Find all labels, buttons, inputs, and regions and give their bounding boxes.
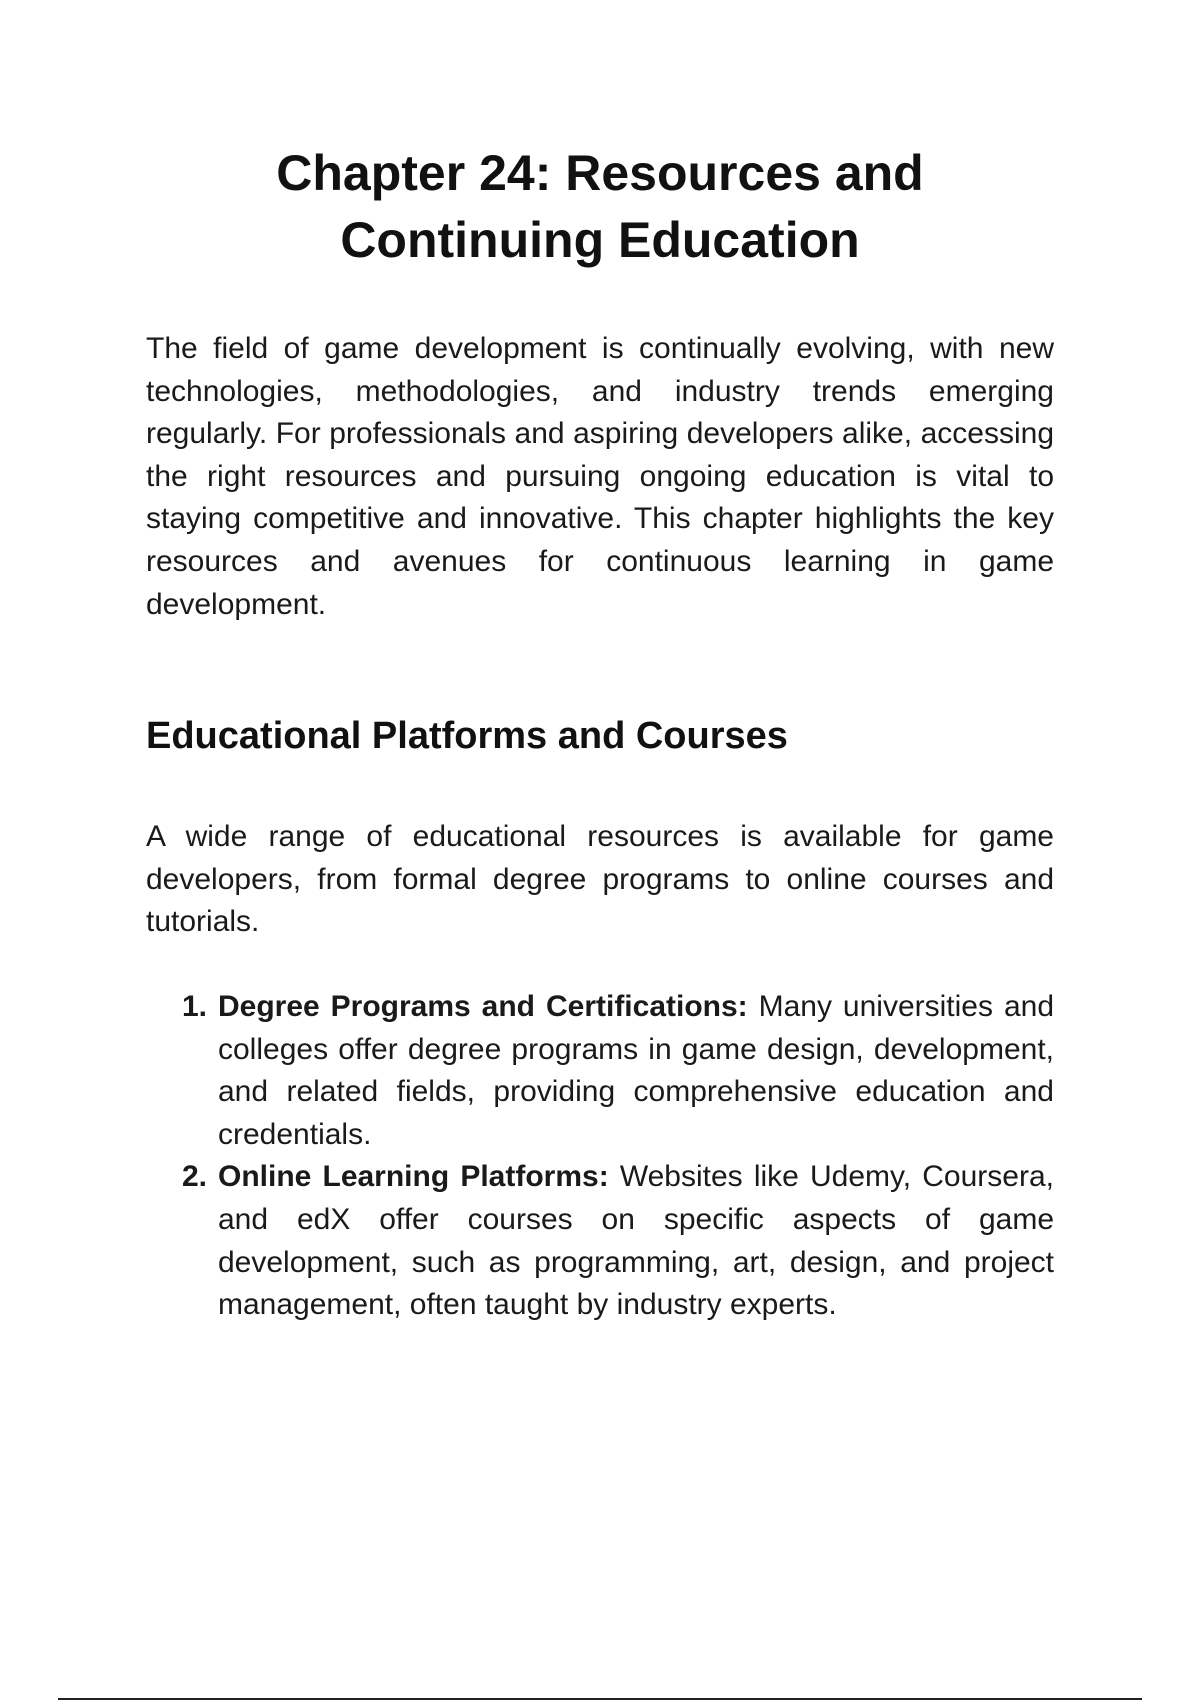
list-item-number: 1. [182,989,208,1023]
resource-list [146,986,1054,1327]
document-page [146,140,1054,1327]
section-heading: Educational Platforms and Courses [146,715,788,758]
chapter-title-line-2: Continuing Education [340,212,860,268]
list-item-text: Many universities and colleges offer degree programs in game design, development, and related fields, providing comprehensive education and credentials. [218,989,1054,1151]
list-item [146,986,1054,1156]
list-item-term: Online Learning Platforms: [218,1160,609,1194]
section-intro-paragraph: A wide range of educational resources is available for game developers, from formal degree programs to online courses and tutorials. [146,820,1054,939]
list-item-text: Websites like Udemy, Coursera, and edX offer courses on specific aspects of game development, such as programming, art, design, and project management, often taught by industry experts. [218,1160,1054,1322]
chapter-title [146,140,1054,274]
list-item [146,1156,1054,1326]
chapter-title-line-1: Chapter 24: Resources and [276,145,924,201]
list-item-term: Degree Programs and Certifications: [218,989,748,1023]
chapter-intro-paragraph: The field of game development is continually evolving, with new technologies, methodologies, and industry trends emerging regularly. For professionals and aspiring developers alike, accessing the right resources and pursuing ongoing education is vital to staying competitive and innovative. This chapter highlights the key resources and avenues for continuous learning in game development. [146,332,1054,621]
list-item-number: 2. [182,1160,208,1194]
